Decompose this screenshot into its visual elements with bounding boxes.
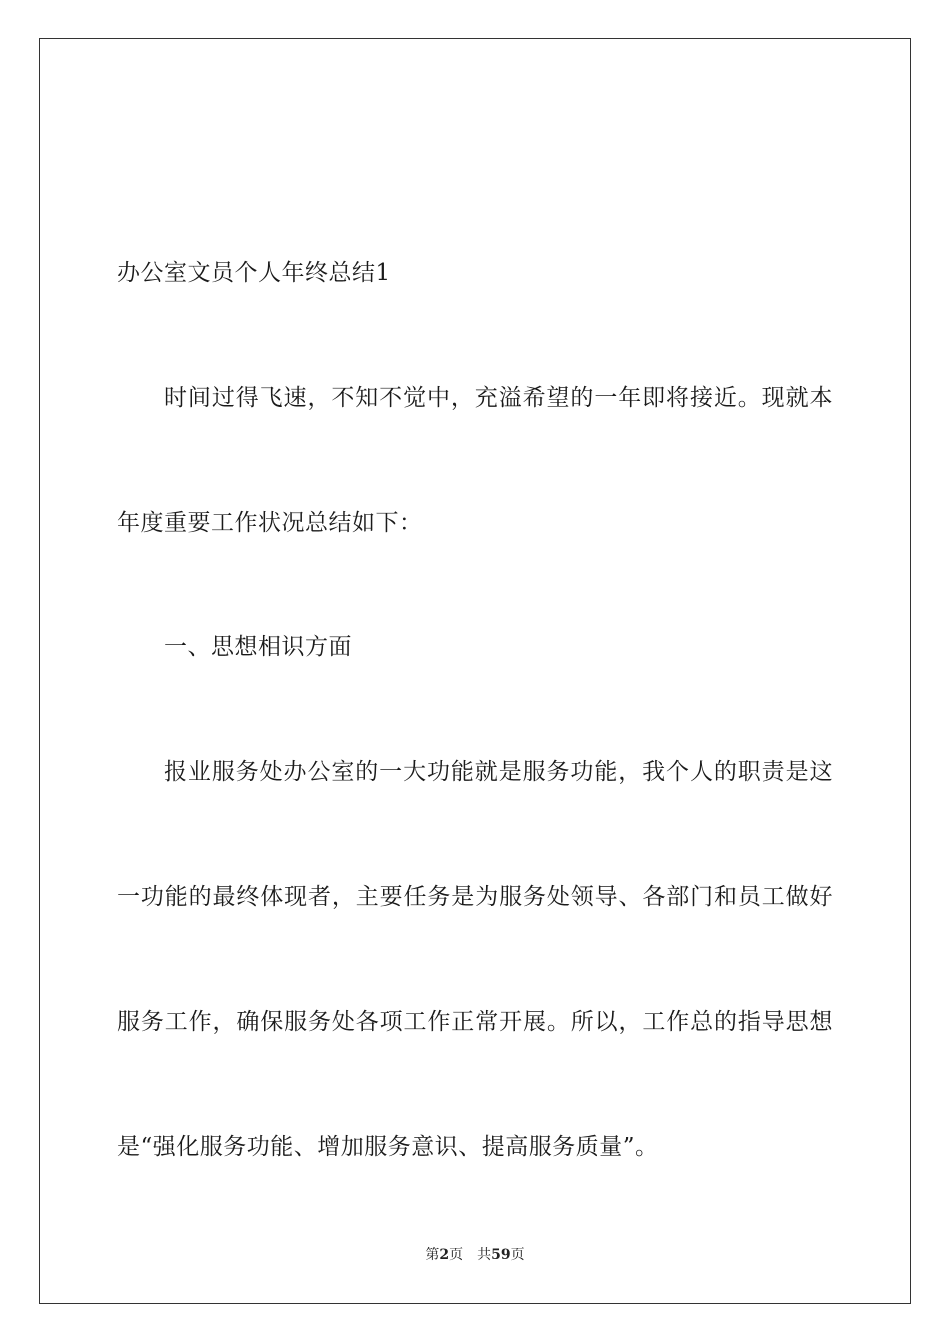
paragraph-line-2: 年度重要工作状况总结如下：	[117, 510, 423, 536]
footer-total-suffix: 页	[510, 1247, 525, 1263]
footer-page-number: 2	[439, 1247, 450, 1263]
paragraph-line-3: 报业服务处办公室的一大功能就是服务功能，我个人的职责是这	[164, 759, 833, 785]
paragraph-line-1: 时间过得飞速，不知不觉中，充溢希望的一年即将接近。现就本	[164, 385, 833, 411]
paragraph-line-4: 一功能的最终体现者，主要任务是为服务处领导、各部门和员工做好	[117, 884, 833, 910]
page-frame	[39, 38, 911, 1304]
footer-total-prefix: 共	[477, 1247, 492, 1263]
document-title: 办公室文员个人年终总结1	[117, 260, 391, 286]
paragraph-line-6: 是“强化服务功能、增加服务意识、提高服务质量”。	[117, 1134, 659, 1160]
footer-page-suffix: 页	[449, 1247, 464, 1263]
footer-total-pages: 59	[491, 1247, 511, 1263]
page-footer	[0, 1246, 950, 1264]
paragraph-line-5: 服务工作，确保服务处各项工作正常开展。所以，工作总的指导思想	[117, 1009, 833, 1035]
footer-page-prefix: 第	[425, 1247, 440, 1263]
section-heading: 一、思想相识方面	[164, 634, 352, 660]
